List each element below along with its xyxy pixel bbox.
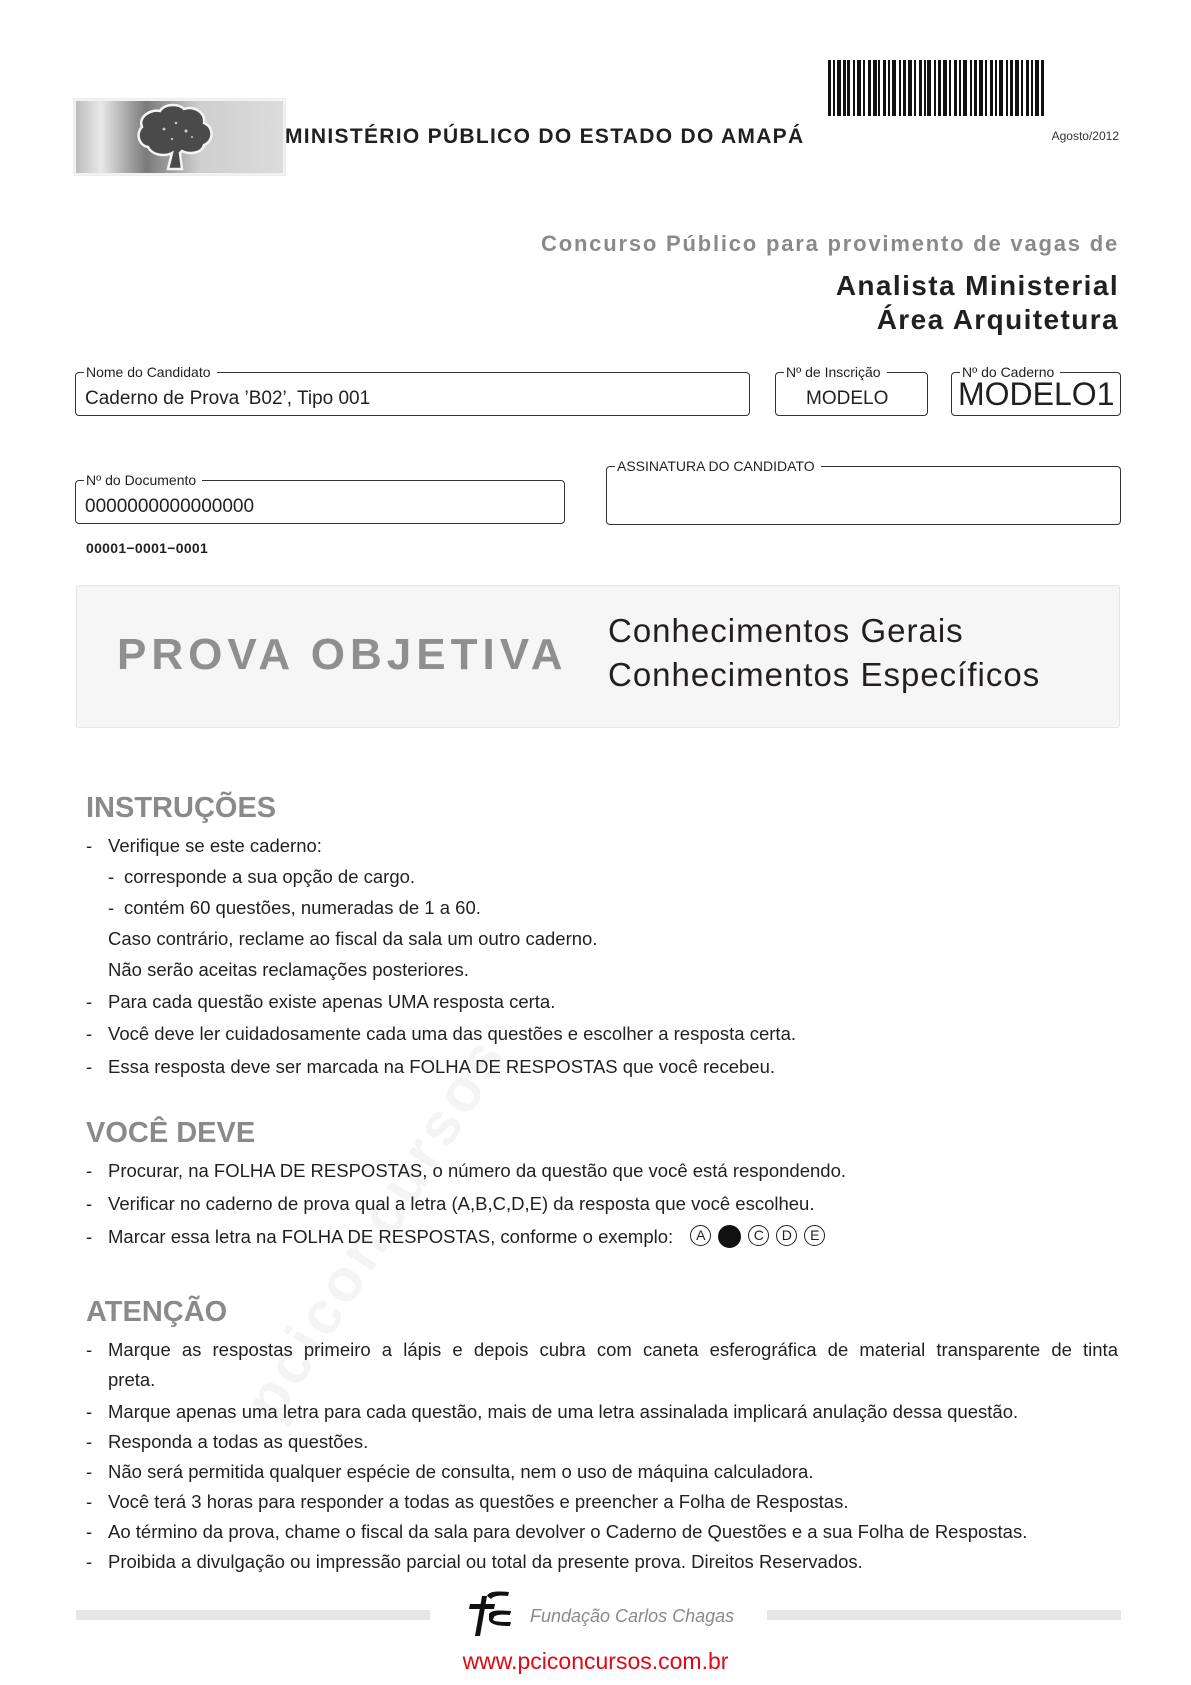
instruction-note: Não serão aceitas reclamações posteriores. [108,959,469,980]
atencao-item: - Ao término da prova, chame o fiscal da sala para devolver o Caderno de Questões e a sua Folha de Respostas. [86,1521,1028,1542]
atencao-title: ATENÇÃO [86,1296,228,1328]
caderno-field [951,364,1121,416]
subject-specific: Conhecimentos Específicos [608,656,1041,693]
instruction-subitem: - contém 60 questões, numeradas de 1 a 60. [108,897,481,918]
tree-icon [76,101,283,173]
exam-date: Agosto/2012 [1051,129,1119,143]
instruction-item: - Essa resposta deve ser marcada na FOLHA DE RESPOSTAS que você recebeu. [86,1056,776,1077]
source-url[interactable]: www.pciconcursos.com.br [462,1648,729,1674]
signature-label: ASSINATURA DO CANDIDATO [615,457,821,475]
cargo-title: Analista Ministerial [835,270,1119,301]
document-number-value: 0000000000000000 [85,496,255,517]
candidate-name-label: Nome do Candidato [84,363,217,381]
atencao-item: - Marque as respostas primeiro a lápis e depois cubra com caneta esferográfica de material transparente de tinta [86,1339,1118,1360]
cargo-area: Área Arquitetura [876,304,1119,335]
footer-divider-left [76,1610,430,1620]
answer-example [690,1225,825,1248]
instructions-title: INSTRUÇÕES [86,792,277,824]
barcode [828,60,1121,116]
bubble-e-icon: E [804,1225,825,1246]
inscricao-field [775,364,928,416]
inscricao-value: MODELO [806,388,889,409]
voce-deve-item: - Verificar no caderno de prova qual a letra (A,B,C,D,E) da resposta que você escolheu. [86,1193,815,1214]
exam-type-title: PROVA OBJETIVA [117,630,568,679]
fcc-logo-icon [465,1590,515,1636]
instruction-item: - Você deve ler cuidadosamente cada uma das questões e escolher a resposta certa. [86,1023,797,1044]
bubble-a-icon: A [690,1225,711,1246]
bubble-b-filled-icon [718,1225,741,1248]
atencao-item: - Proibida a divulgação ou impressão parcial ou total da presente prova. Direitos Reservados. [86,1551,863,1572]
ministry-logo [74,99,285,175]
instruction-item: - Para cada questão existe apenas UMA resposta certa. [86,991,556,1012]
voce-deve-item: - Procurar, na FOLHA DE RESPOSTAS, o número da questão que você está respondendo. [86,1160,847,1181]
atencao-item: - Você terá 3 horas para responder a todas as questões e preencher a Folha de Respostas. [86,1491,849,1512]
signature-field[interactable] [606,458,1121,525]
bubble-d-icon: D [776,1225,797,1246]
footer-divider-right [767,1610,1121,1620]
instruction-item: - Verifique se este caderno: [86,835,322,856]
document-number-field [75,472,565,524]
atencao-item: - Não será permitida qualquer espécie de consulta, nem o uso de máquina calculadora. [86,1461,814,1482]
foundation-name: Fundação Carlos Chagas [530,1606,735,1626]
booklet-code: 00001−0001−0001 [86,540,209,556]
atencao-item-continuation: preta. [108,1369,156,1390]
instruction-note: Caso contrário, reclame ao fiscal da sala um outro caderno. [108,928,598,949]
inscricao-label: Nº de Inscrição [784,363,887,381]
candidate-name-field [75,364,750,416]
voce-deve-title: VOCÊ DEVE [86,1117,256,1149]
candidate-name-value: Caderno de Prova ’B02’, Tipo 001 [85,388,371,409]
atencao-item: - Marque apenas uma letra para cada questão, mais de uma letra assinalada implicará anulação dessa questão. [86,1401,1019,1422]
caderno-value: MODELO1 [958,376,1115,412]
document-number-label: Nº do Documento [84,471,202,489]
instruction-subitem: - corresponde a sua opção de cargo. [108,866,416,887]
voce-deve-item: - Marcar essa letra na FOLHA DE RESPOSTAS, conforme o exemplo: A C D E [86,1226,825,1250]
ministry-title: MINISTÉRIO PÚBLICO DO ESTADO DO AMAPÁ [285,125,805,148]
subject-general: Conhecimentos Gerais [608,612,964,649]
bubble-c-icon: C [748,1225,769,1246]
atencao-item: - Responda a todas as questões. [86,1431,369,1452]
caderno-label: Nº do Caderno [960,363,1060,381]
concurso-title: Concurso Público para provimento de vagas de [541,231,1119,256]
